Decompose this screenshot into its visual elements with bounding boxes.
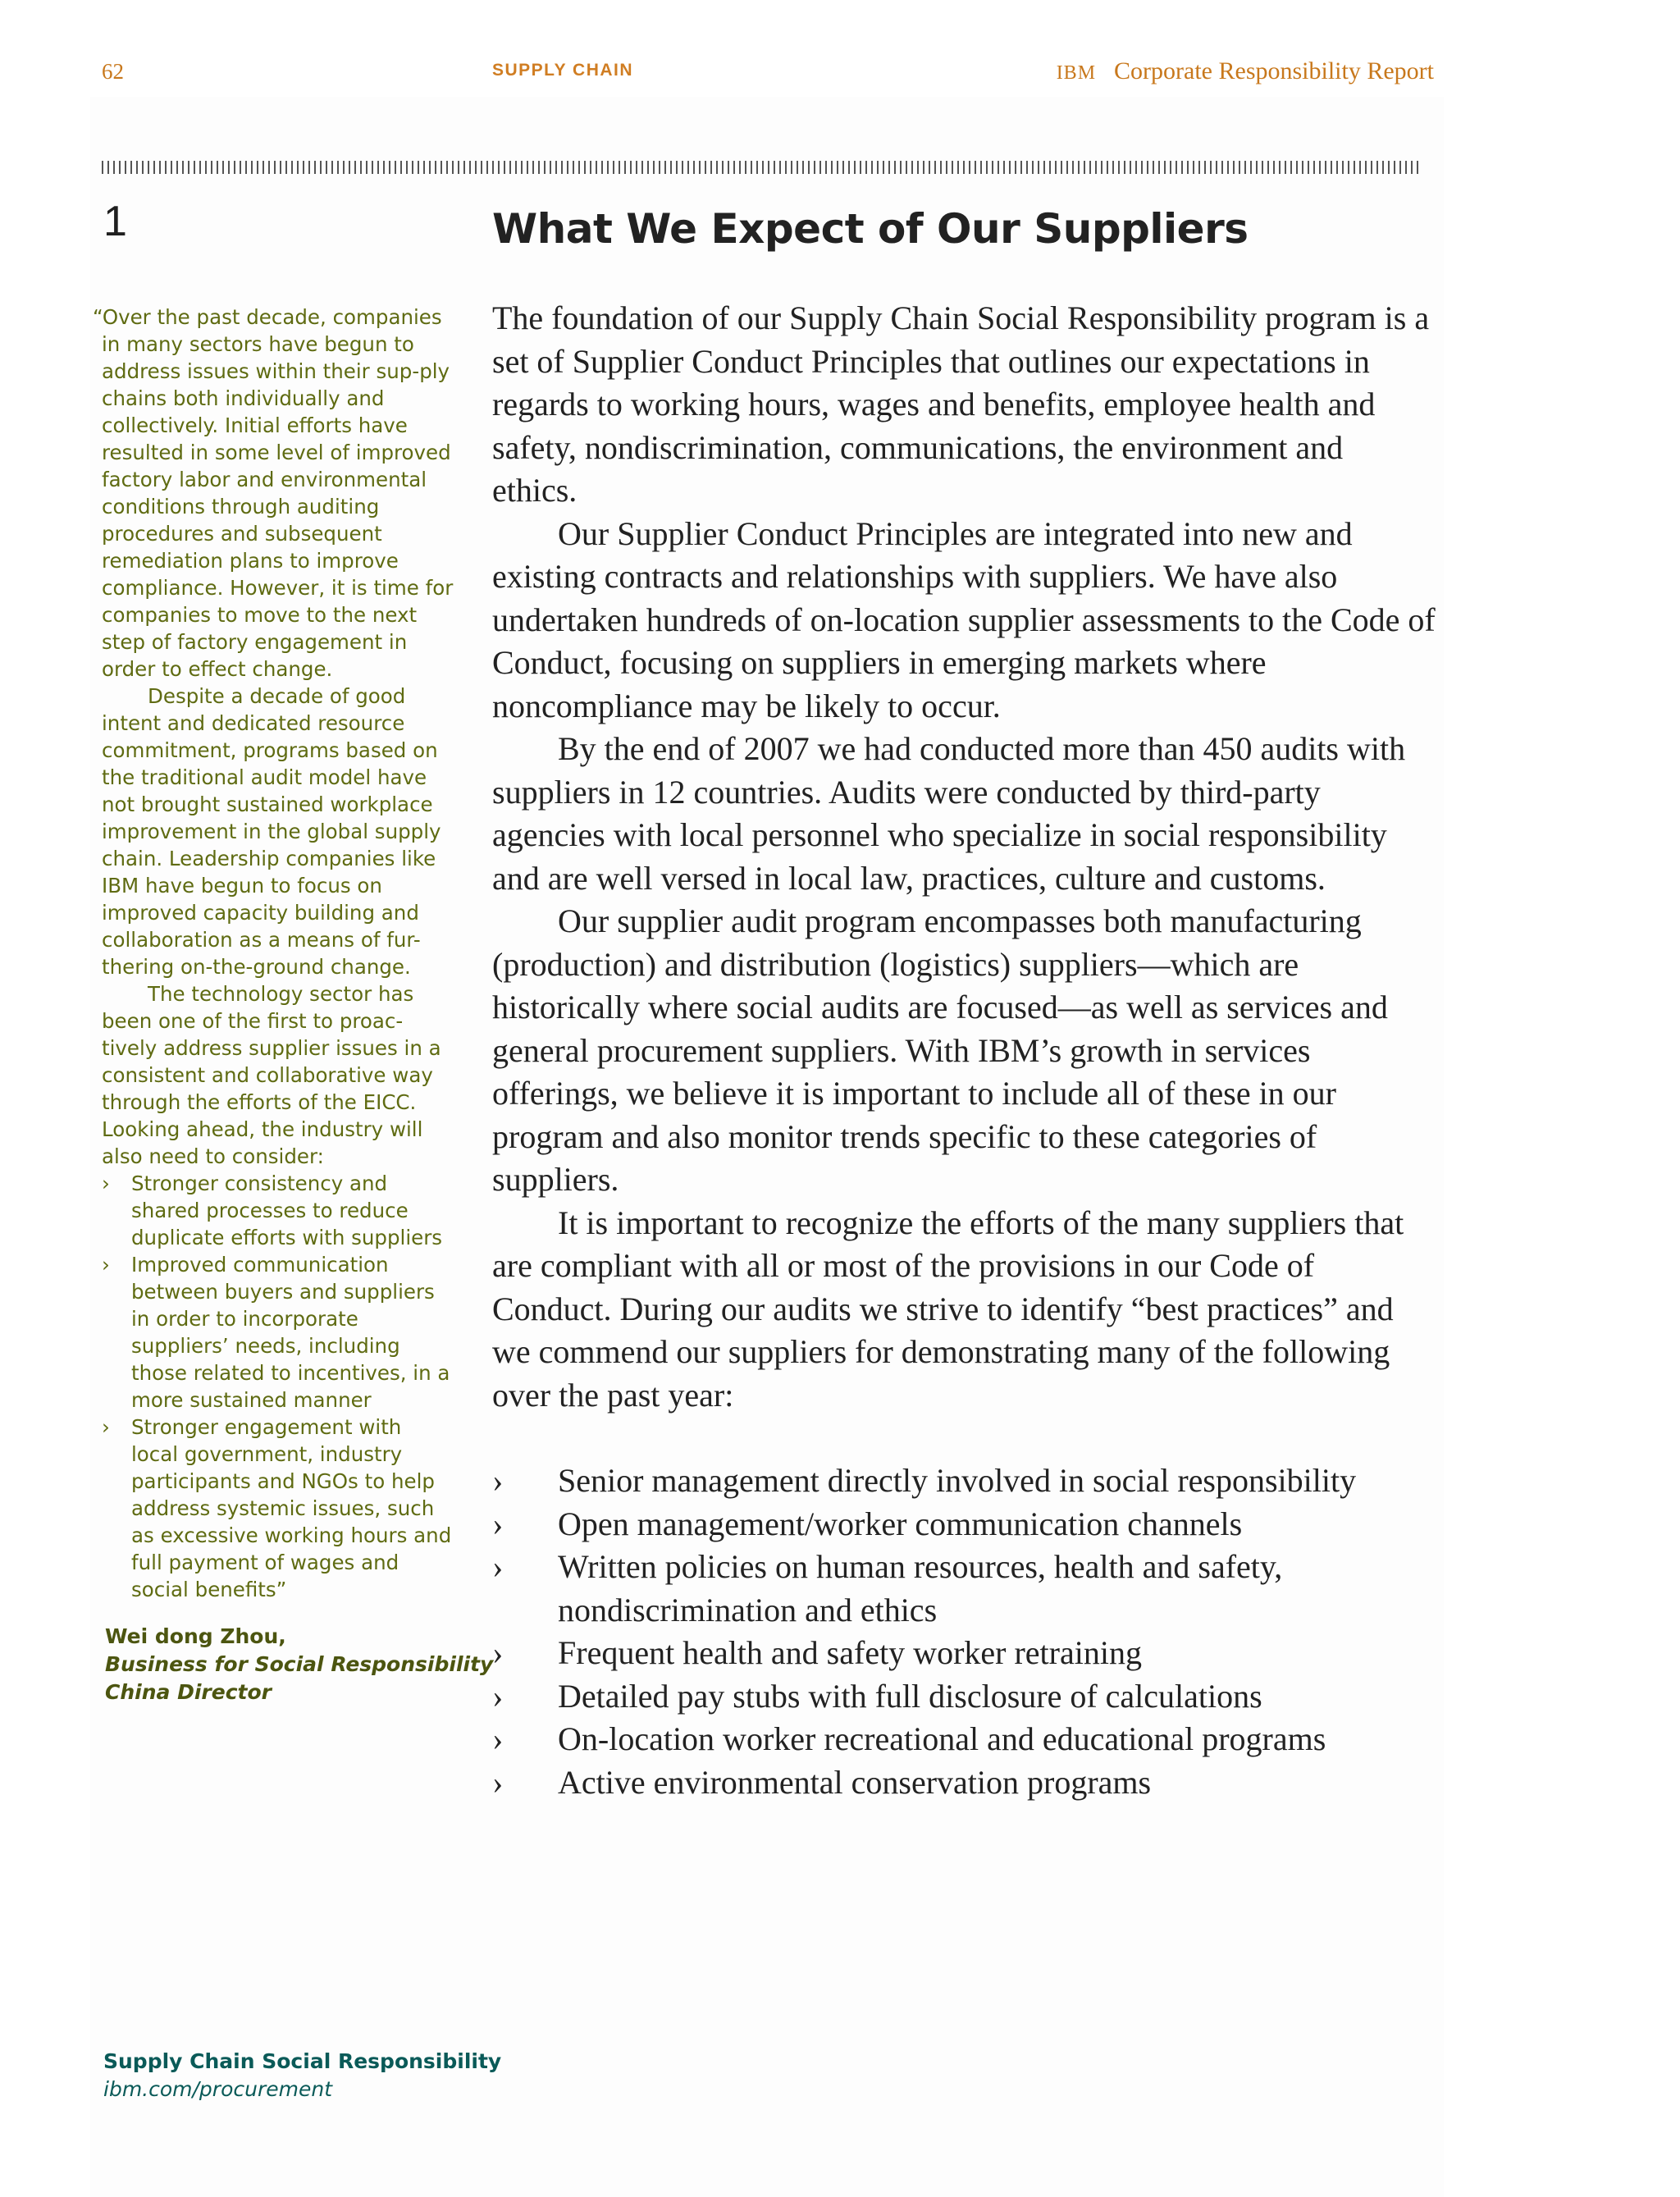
page-title: What We Expect of Our Suppliers (492, 205, 1249, 253)
body-paragraph: By the end of 2007 we had conducted more than 450 audits with suppliers in 12 countries. Audits were conducted by third-party agencies with local personnel who specialize in social responsibility and are well versed in local law, practices, culture and customs. (492, 730, 1406, 897)
quote-attribution (105, 1623, 493, 1706)
chevron-right-icon: › (492, 1462, 504, 1499)
page-number: 62 (102, 59, 124, 84)
chevron-right-icon: › (492, 1720, 504, 1757)
report-header (1057, 57, 1434, 85)
chevron-right-icon: › (492, 1763, 504, 1801)
quote-bullet-item (102, 1251, 454, 1414)
body-paragraph: The foundation of our Supply Chain Social Responsibility program is a set of Supplier Conduct Principles that outlines our expectations in regards to working hours, wages and benefits, employee health and safety, nondiscrimination, communications, the environment and ethics. (492, 299, 1430, 509)
chevron-right-icon: › (492, 1634, 504, 1671)
quote-bullet-text: Stronger engagement with local government, industry participants and NGOs to help address systemic issues, such as excessive working hours and full payment of wages and social benefits” (131, 1415, 452, 1601)
best-practice-item (492, 1459, 1436, 1503)
quote-bullet-text: Stronger consistency and shared processes to reduce duplicate efforts with suppliers (131, 1172, 443, 1249)
attribution-title: China Director (105, 1680, 272, 1704)
sidebar-quote (93, 304, 454, 1603)
body-paragraph: Our Supplier Conduct Principles are integrated into new and existing contracts and relationships with suppliers. We have also undertaken hundreds of on-location supplier assessments to the Code of Conduct, focusing on suppliers in emerging markets where noncompliance may be likely to occur. (492, 514, 1436, 724)
best-practice-item (492, 1675, 1436, 1719)
brand-label: IBM (1056, 62, 1097, 84)
chevron-right-icon: › (492, 1677, 504, 1715)
best-practice-item (492, 1718, 1436, 1761)
body-paragraph: Our supplier audit program encompasses both manufacturing (production) and distribution (logistics) suppliers—which are historically where social audits are focused—as well as services and general procurement suppliers. With IBM’s growth in services offerings, we believe it is important to include all of these in our program and also monitor trends specific to these categories of suppliers. (492, 902, 1388, 1198)
chevron-right-icon: › (102, 1253, 110, 1277)
attribution-organization: Business for Social Responsibility (105, 1652, 494, 1676)
footer-reference (103, 2048, 501, 2103)
best-practices-list (492, 1459, 1436, 1804)
body-paragraph: It is important to recognize the efforts of the many suppliers that are compliant with all or most of the provisions in our Code of Conduct. During our audits we strive to identify “best practices” and we commend our suppliers for demonstrating many of the following over the past year: (492, 1204, 1404, 1414)
best-practice-item (492, 1761, 1436, 1805)
best-practice-text: Open management/worker communication channels (558, 1505, 1243, 1542)
chevron-right-icon: › (102, 1172, 110, 1195)
best-practice-text: Detailed pay stubs with full disclosure of calculations (558, 1677, 1262, 1715)
chevron-right-icon: › (102, 1415, 110, 1439)
quote-bullet-list (102, 1170, 454, 1603)
best-practice-text: On-location worker recreational and educational programs (558, 1720, 1326, 1757)
quote-bullet-text: Improved communication between buyers and suppliers in order to incorporate suppliers’ needs, including those related to incentives, in a more sustained manner (131, 1253, 450, 1412)
chevron-right-icon: › (492, 1505, 504, 1542)
best-practice-item (492, 1546, 1436, 1632)
quote-paragraph: “Over the past decade, companies in many sectors have begun to address issues within their sup-ply chains both individually and collectively. Initial efforts have resulted in some level of improved factory labor and environmental conditions through auditing procedures and subsequent remediation plans to improve compliance. However, it is time for companies to move to the next step of factory engagement in order to effect change. (93, 305, 454, 681)
quote-paragraph: Despite a decade of good intent and dedicated resource commitment, programs based on the traditional audit model have not brought sustained workplace improvement in the global supply chain. Leadership companies like IBM have begun to focus on improved capacity building and collaboration as a means of fur-thering on-the-ground change. (102, 684, 441, 979)
best-practice-item (492, 1632, 1436, 1675)
column-number: 1 (103, 198, 127, 245)
report-title: Corporate Responsibility Report (1114, 57, 1434, 84)
best-practice-text: Active environmental conservation programs (558, 1763, 1152, 1801)
best-practice-text: Senior management directly involved in social responsibility (558, 1462, 1357, 1499)
quote-paragraph: The technology sector has been one of the first to proac-tively address supplier issues in a consistent and collaborative way through the efforts of the EICC. Looking ahead, the industry will also need to consider: (102, 982, 441, 1168)
body-text (492, 297, 1436, 1804)
footer-link[interactable]: ibm.com/procurement (103, 2077, 333, 2101)
best-practice-text: Frequent health and safety worker retraining (558, 1634, 1142, 1671)
tick-rule-divider (102, 161, 1419, 174)
quote-bullet-item (102, 1170, 454, 1251)
section-label: SUPPLY CHAIN (492, 61, 634, 80)
best-practice-text: Written policies on human resources, health and safety, nondiscrimination and ethics (558, 1548, 1283, 1628)
quote-bullet-item (102, 1414, 454, 1603)
footer-title: Supply Chain Social Responsibility (103, 2049, 502, 2073)
attribution-name: Wei dong Zhou, (105, 1624, 286, 1648)
chevron-right-icon: › (492, 1548, 504, 1585)
best-practice-item (492, 1503, 1436, 1546)
